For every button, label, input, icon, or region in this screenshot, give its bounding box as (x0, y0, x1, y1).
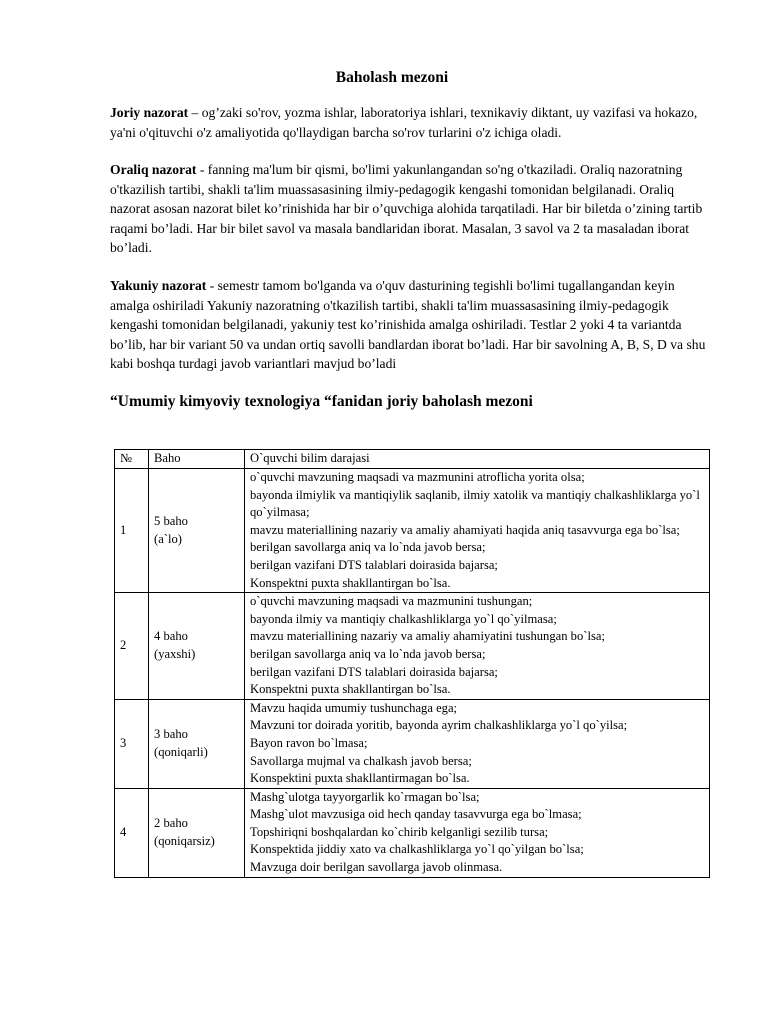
grade-value: 5 baho (154, 513, 188, 528)
criterion: Mavzuga doir berilgan savollarga javob olinmasa. (250, 860, 503, 875)
page-title: Baholash mezoni (335, 69, 449, 86)
criterion: bayonda ilmiylik va mantiqiylik saqlanib, ilmiy xatolik va mantiqiy chalkashliklarga yo`l qo`yilmasa; (250, 487, 700, 520)
separator: - (196, 162, 208, 177)
paragraph-joriy-nazorat (110, 103, 712, 142)
grade-label: (a`lo) (154, 531, 182, 546)
criteria-cell (245, 469, 710, 593)
criterion: Konspektni puxta shakllantirgan bo`lsa. (250, 682, 451, 697)
table-row (115, 593, 710, 700)
criterion: o`quvchi mavzuning maqsadi va mazmunini atroflicha yorita olsa; (250, 470, 585, 484)
separator: - (206, 278, 218, 293)
table-title: “Umumiy kimyoviy texnologiya “fanidan joriy baholash mezoni (110, 393, 533, 410)
term-joriy-nazorat: Joriy nazorat (110, 105, 189, 120)
table-row (115, 469, 710, 593)
row-number: 4 (115, 788, 149, 877)
criterion: berilgan vazifani DTS talablari doirasida bajarsa; (250, 557, 498, 572)
term-oraliq-nazorat: Oraliq nazorat (110, 162, 197, 177)
criterion: Mashg`ulot mavzusiga oid hech qanday tasavvurga ega bo`lmasa; (250, 807, 582, 822)
grade-cell (149, 593, 245, 700)
paragraph-text: og’zaki so'rov, yozma ishlar, laboratoriya ishlari, texnikaviy diktant, uy vazifasi va hokazo, ya'ni o'qituvchi o'z amaliyotida qo'llaydigan barcha so'rov turlarini o'z ichiga oladi. (110, 105, 698, 140)
criterion: Bayon ravon bo`lmasa; (250, 735, 368, 750)
grading-criteria-table (114, 449, 710, 878)
criterion: Konspektida jiddiy xato va chalkashliklarga yo`l qo`yilgan bo`lsa; (250, 842, 584, 857)
grade-value: 4 baho (154, 629, 188, 644)
grade-cell (149, 699, 245, 788)
criterion: mavzu materiallining nazariy va amaliy ahamiyatini tushungan bo`lsa; (250, 629, 605, 644)
criterion: Savollarga mujmal va chalkash javob bersa; (250, 753, 472, 768)
grade-value: 2 baho (154, 816, 188, 831)
criteria-cell (245, 788, 710, 877)
row-number: 2 (115, 593, 149, 700)
criterion: mavzu materiallining nazariy va amaliy ahamiyati haqida aniq tasavvurga ega bo`lsa; (250, 522, 680, 537)
paragraph-oraliq-nazorat (110, 160, 712, 258)
row-number: 1 (115, 469, 149, 593)
criterion: Mashg`ulotga tayyorgarlik ko`rmagan bo`lsa; (250, 789, 480, 804)
paragraph-text: fanning ma'lum bir qismi, bo'limi yakunlangandan so'ng o'tkaziladi. Oraliq nazoratning o'tkazilish tartibi, shakli ta'lim muassasasining ilmiy-pedagogik kengashi tomonidan belgilanadi. Oraliq nazorat asosan nazorat bilet ko’rinishida har bir o’quvchiga alohida tarqatiladi. Har bir biletda o’zining tartib raqami bo’ladi. Har bir bilet savol va masala bandlaridan iborat. Masalan, 3 savol va 2 ta masaladan iborat bo’ladi. (110, 162, 703, 255)
grade-label: (qoniqarli) (154, 744, 208, 759)
criterion: o`quvchi mavzuning maqsadi va mazmunini tushungan; (250, 594, 533, 609)
grade-cell (149, 469, 245, 593)
criterion: bayonda ilmiy va mantiqiy chalkashliklarga yo`l qo`yilmasa; (250, 611, 557, 626)
table-row (115, 699, 710, 788)
criterion: berilgan vazifani DTS talablari doirasida bajarsa; (250, 664, 498, 679)
criterion: berilgan savollarga aniq va lo`nda javob bersa; (250, 540, 486, 555)
header-grade: Baho (149, 450, 245, 469)
grade-cell (149, 788, 245, 877)
criterion: Konspektni puxta shakllantirgan bo`lsa. (250, 575, 451, 590)
paragraph-yakuniy-nazorat (110, 276, 712, 374)
criterion: Mavzu haqida umumiy tushunchaga ega; (250, 700, 458, 715)
grade-label: (qoniqarsiz) (154, 833, 215, 848)
header-knowledge-level: O`quvchi bilim darajasi (245, 450, 710, 469)
criteria-cell (245, 699, 710, 788)
row-number: 3 (115, 699, 149, 788)
grade-value: 3 baho (154, 727, 188, 742)
criterion: berilgan savollarga aniq va lo`nda javob bersa; (250, 646, 486, 661)
grade-label: (yaxshi) (154, 646, 196, 661)
paragraph-text: semestr tamom bo'lganda va o'quv dasturining tegishli bo'limi tugallangandan keyin amalga oshiriladi Yakuniy nazoratning o'tkazilish tartibi, shakli ta'lim muassasasining ilmiy-pedagogik kengashi tomonidan belgilanadi, yakuniy test ko’rinishida amalga oshiriladi. Testlar 2 yoki 4 ta variantda bo’lib, har bir variant 50 va undan ortiq savolli bandlardan iborat bo’ladi. Har bir savolning A, B, S, D va shu kabi boshqa turdagi javob variantlari mavjud bo’ladi (110, 278, 706, 371)
term-yakuniy-nazorat: Yakuniy nazorat (110, 278, 207, 293)
table-row (115, 788, 710, 877)
separator: – (188, 105, 202, 120)
header-number: № (115, 450, 149, 469)
criterion: Topshiriqni boshqalardan ko`chirib kelganligi sezilib tursa; (250, 824, 549, 839)
table-header-row (115, 450, 710, 469)
criteria-cell (245, 593, 710, 700)
criterion: Mavzuni tor doirada yoritib, bayonda ayrim chalkashliklarga yo`l qo`yilsa; (250, 718, 628, 733)
criterion: Konspektini puxta shakllantirmagan bo`lsa. (250, 771, 470, 786)
